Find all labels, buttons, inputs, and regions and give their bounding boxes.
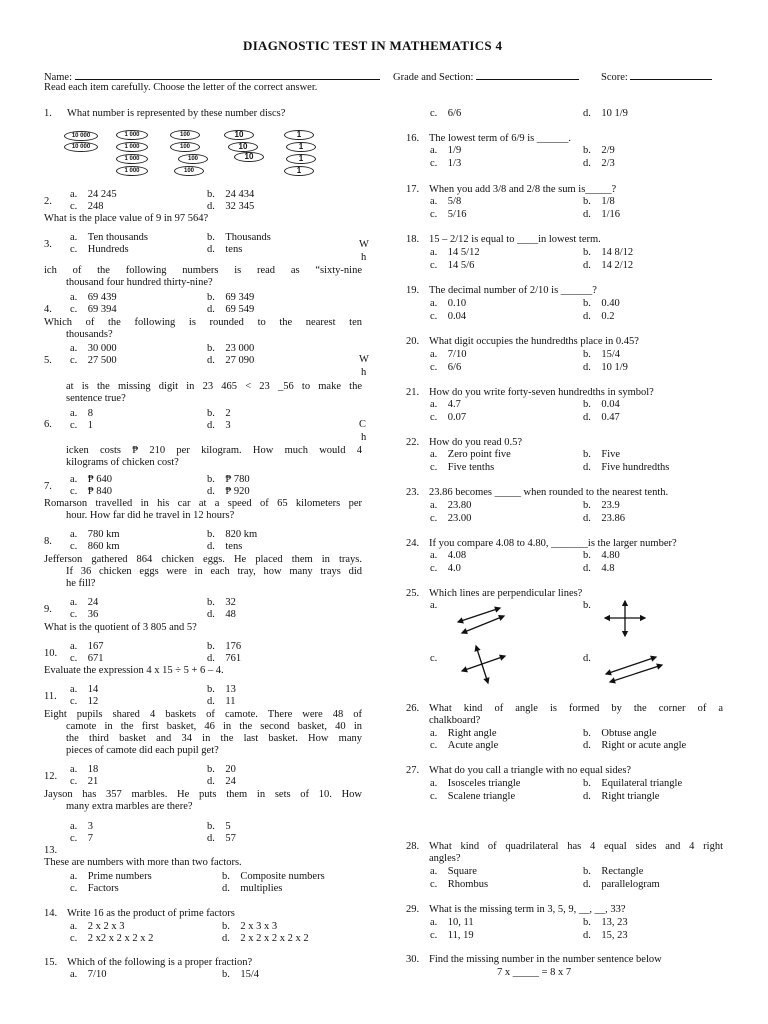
q28-option-c[interactable]: c. Rhombus	[430, 879, 489, 890]
q3-number: 3.	[44, 239, 52, 250]
q20-option-b[interactable]: b. 15/4	[583, 349, 621, 360]
q9-option-d[interactable]: d. 761	[207, 653, 242, 664]
q18-option-d[interactable]: d. 14 2/12	[583, 260, 634, 271]
q12-text: Jayson has 357 marbles. He puts them in sets of 10. How many extra marbles are there?	[44, 789, 362, 812]
q10-number: 10.	[44, 648, 58, 659]
q3-dropcap-w: W	[359, 239, 369, 250]
q2-option-c[interactable]: c. Hundreds	[70, 244, 129, 255]
q5-option-a[interactable]: a. 8	[70, 408, 94, 419]
q6-dropcap-h: h	[361, 432, 367, 443]
q21-text: How do you write forty-seven hundredths in symbol?	[429, 387, 654, 398]
q24-option-b[interactable]: b. 4.80	[583, 550, 620, 561]
q27-text: What do you call a triangle with no equal sides?	[429, 765, 632, 776]
q17-option-a[interactable]: a. 5/8	[430, 196, 462, 207]
q11-number: 11.	[44, 691, 57, 702]
q25-option-b-label[interactable]: b.	[583, 600, 591, 611]
q14-option-b[interactable]: b. 2 x 3 x 3	[222, 921, 278, 932]
disc-thousand: 1 000	[116, 142, 148, 152]
q9-option-b[interactable]: b. 176	[207, 641, 242, 652]
q25-option-c-label[interactable]: c.	[430, 653, 438, 664]
name-line	[75, 70, 380, 80]
q9-number: 9.	[44, 604, 52, 615]
q18-option-a[interactable]: a. 14 5/12	[430, 247, 480, 258]
q30-number: 30.	[406, 954, 420, 965]
q13-option-a[interactable]: a. Prime numbers	[70, 871, 152, 882]
q29-text: What is the missing term in 3, 5, 9, __, __, 33?	[429, 904, 626, 915]
q3-option-a[interactable]: a. 69 439	[70, 292, 117, 303]
q16-option-a[interactable]: a. 1/9	[430, 145, 462, 156]
q5-option-c[interactable]: c. 1	[70, 420, 94, 431]
q12-option-b[interactable]: b. 5	[207, 821, 231, 832]
q5-dropcap-h: h	[361, 367, 367, 378]
grade-label: Grade and Section:	[393, 72, 474, 83]
q11-option-a[interactable]: a. 18	[70, 764, 99, 775]
option-d-parallel-lines	[606, 657, 662, 682]
q2-text: What is the place value of 9 in 97 564?	[44, 213, 209, 224]
score-label: Score:	[601, 72, 628, 83]
q3-text: ich of the following numbers is read as “sixty-nine thousand four hundred thirty-nine?	[44, 265, 362, 288]
q13-text: These are numbers with more than two factors.	[44, 857, 242, 868]
q25-option-d-label[interactable]: d.	[583, 653, 591, 664]
disc-thousand: 1 000	[116, 130, 148, 140]
q15-option-c[interactable]: c. 6/6	[430, 108, 462, 119]
q14-option-c[interactable]: c. 2 x2 x 2 x 2 x 2	[70, 933, 154, 944]
grade-field[interactable]	[393, 70, 579, 84]
q3-option-b[interactable]: b. 69 349	[207, 292, 255, 303]
q27-option-d[interactable]: d. Right triangle	[583, 791, 660, 802]
q23-option-b[interactable]: b. 23.9	[583, 500, 620, 511]
number-discs	[64, 128, 350, 186]
q15-text: Which of the following is a proper fraction?	[67, 957, 253, 968]
q20-text: What digit occupies the hundredths place in 0.45?	[429, 336, 639, 347]
q11-text: Eight pupils shared 4 baskets of camote. There were 48 of camote in the first basket, 46 in the second basket, 40 in the third basket and 34 in the last basket. How many pieces of camote did each pupil get?	[44, 709, 362, 756]
q9-option-a[interactable]: a. 167	[70, 641, 104, 652]
q24-number: 24.	[406, 538, 420, 549]
q5-option-b[interactable]: b. 2	[207, 408, 231, 419]
q29-option-b[interactable]: b. 13, 23	[583, 917, 628, 928]
q1-number: 1.	[44, 108, 52, 119]
q16-text: The lowest term of 6/9 is ______.	[429, 133, 572, 144]
grade-line	[476, 70, 579, 80]
q18-text: 15 – 2/12 is equal to ____in lowest term.	[429, 234, 601, 245]
q23-text: 23.86 becomes _____ when rounded to the nearest tenth.	[429, 487, 669, 498]
disc-one: 1	[284, 130, 314, 140]
q4-option-a[interactable]: a. 30 000	[70, 343, 117, 354]
q22-option-a[interactable]: a. Zero point five	[430, 449, 511, 460]
q14-option-d[interactable]: d. 2 x 2 x 2 x 2 x 2	[222, 933, 309, 944]
q7-number: 7.	[44, 481, 52, 492]
q27-option-b[interactable]: b. Equilateral triangle	[583, 778, 683, 789]
q23-option-c[interactable]: c. 23.00	[430, 513, 472, 524]
q8-option-d[interactable]: d. 48	[207, 609, 236, 620]
q26-number: 26.	[406, 703, 420, 714]
q29-number: 29.	[406, 904, 420, 915]
q29-option-d[interactable]: d. 15, 23	[583, 930, 628, 941]
q25-number: 25.	[406, 588, 420, 599]
name-label: Name:	[44, 72, 72, 83]
q22-number: 22.	[406, 437, 420, 448]
q6-option-c[interactable]: c. ₱ 840	[70, 486, 113, 497]
q3-dropcap-h: h	[361, 252, 367, 263]
q4-option-c[interactable]: c. 27 500	[70, 355, 117, 366]
disc-thousand: 1 000	[116, 154, 148, 164]
score-line	[630, 70, 712, 80]
q4-option-b[interactable]: b. 23 000	[207, 343, 255, 354]
q17-number: 17.	[406, 184, 420, 195]
q28-number: 28.	[406, 841, 420, 852]
q14-option-a[interactable]: a. 2 x 2 x 3	[70, 921, 125, 932]
q8-option-a[interactable]: a. 24	[70, 597, 99, 608]
disc-one: 1	[286, 154, 316, 164]
q10-option-b[interactable]: b. 13	[207, 684, 236, 695]
q26-option-c[interactable]: c. Acute angle	[430, 740, 499, 751]
q20-option-d[interactable]: d. 10 1/9	[583, 362, 628, 373]
q22-option-d[interactable]: d. Five hundredths	[583, 462, 670, 473]
q16-option-b[interactable]: b. 2/9	[583, 145, 615, 156]
q21-option-a[interactable]: a. 4.7	[430, 399, 461, 410]
q4-text: Which of the following is rounded to the nearest ten thousands?	[44, 317, 362, 340]
q23-option-d[interactable]: d. 23.86	[583, 513, 625, 524]
q2-option-d[interactable]: d. tens	[207, 244, 243, 255]
q2-option-a[interactable]: a. Ten thousands	[70, 232, 149, 243]
option-b-perpendicular-lines	[605, 601, 645, 636]
q21-number: 21.	[406, 387, 420, 398]
q17-option-d[interactable]: d. 1/16	[583, 209, 621, 220]
q8-option-b[interactable]: b. 32	[207, 597, 236, 608]
q11-option-c[interactable]: c. 21	[70, 776, 99, 787]
q30-equation: 7 x _____ = 8 x 7	[497, 967, 572, 978]
q22-option-b[interactable]: b. Five	[583, 449, 621, 460]
q28-text: What kind of quadrilateral has 4 equal sides and 4 right angles?	[429, 841, 723, 864]
q6-option-b[interactable]: b. ₱ 780	[207, 474, 250, 485]
q17-text: When you add 3/8 and 2/8 the sum is_____?	[429, 184, 617, 195]
q1-option-a[interactable]: a. 24 245	[70, 189, 117, 200]
option-c-intersecting-lines	[462, 646, 505, 683]
q27-number: 27.	[406, 765, 420, 776]
q11-option-d[interactable]: d. 24	[207, 776, 236, 787]
q19-option-c[interactable]: c. 0.04	[430, 311, 467, 322]
q5-text: at is the missing digit in 23 465 < 23 _56 to make the sentence true?	[66, 381, 362, 404]
q21-option-d[interactable]: d. 0.47	[583, 412, 620, 423]
q12-option-a[interactable]: a. 3	[70, 821, 94, 832]
q17-option-c[interactable]: c. 5/16	[430, 209, 467, 220]
q8-text: Jefferson gathered 864 chicken eggs. He placed them in trays. If 36 chicken eggs were in each tray, how many trays did he fill?	[44, 554, 362, 589]
q28-option-d[interactable]: d. parallelogram	[583, 879, 660, 890]
q7-text: Romarson travelled in his car at a speed of 65 kilometers per hour. How far did he travel in 12 hours?	[44, 498, 362, 521]
q15-option-a[interactable]: a. 7/10	[70, 969, 107, 980]
q21-option-b[interactable]: b. 0.04	[583, 399, 620, 410]
q30-text: Find the missing number in the number sentence below	[429, 954, 662, 965]
q24-option-d[interactable]: d. 4.8	[583, 563, 615, 574]
q27-option-c[interactable]: c. Scalene triangle	[430, 791, 516, 802]
q26-option-d[interactable]: d. Right or acute angle	[583, 740, 687, 751]
q18-option-c[interactable]: c. 14 5/6	[430, 260, 475, 271]
q28-option-a[interactable]: a. Square	[430, 866, 477, 877]
q16-option-d[interactable]: d. 2/3	[583, 158, 615, 169]
disc-one: 1	[284, 166, 314, 176]
q10-option-d[interactable]: d. 11	[207, 696, 236, 707]
q16-number: 16.	[406, 133, 420, 144]
q1-option-c[interactable]: c. 248	[70, 201, 104, 212]
q7-option-b[interactable]: b. 820 km	[207, 529, 258, 540]
q5-option-d[interactable]: d. 3	[207, 420, 231, 431]
q2-option-b[interactable]: b. Thousands	[207, 232, 271, 243]
q13-option-c[interactable]: c. Factors	[70, 883, 119, 894]
disc-hundred: 100	[170, 142, 200, 152]
q23-number: 23.	[406, 487, 420, 498]
q1-text: What number is represented by these number discs?	[67, 108, 286, 119]
q6-text: icken costs ₱ 210 per kilogram. How much would 4 kilograms of chicken cost?	[66, 445, 362, 468]
q18-number: 18.	[406, 234, 420, 245]
q24-option-c[interactable]: c. 4.0	[430, 563, 461, 574]
disc-ten-thousand: 10 000	[64, 142, 98, 152]
q23-option-a[interactable]: a. 23.80	[430, 500, 472, 511]
q13-option-d[interactable]: d. multiplies	[222, 883, 283, 894]
disc-ten: 10	[234, 152, 264, 162]
q6-option-a[interactable]: a. ₱ 640	[70, 474, 113, 485]
q6-dropcap-c: C	[359, 419, 367, 430]
q15-option-b[interactable]: b. 15/4	[222, 969, 260, 980]
q8-number: 8.	[44, 536, 52, 547]
instructions: Read each item carefully. Choose the letter of the correct answer.	[44, 82, 318, 93]
q29-option-a[interactable]: a. 10, 11	[430, 917, 474, 928]
q10-text: Evaluate the expression 4 x 15 ÷ 5 + 6 – 4.	[44, 665, 224, 676]
q20-number: 20.	[406, 336, 420, 347]
q19-option-b[interactable]: b. 0.40	[583, 298, 620, 309]
q10-option-c[interactable]: c. 12	[70, 696, 99, 707]
q3-option-c[interactable]: c. 69 394	[70, 304, 117, 315]
q2-number: 2.	[44, 196, 52, 207]
q19-option-a[interactable]: a. 0.10	[430, 298, 467, 309]
q4-option-d[interactable]: d. 27 090	[207, 355, 255, 366]
q18-option-b[interactable]: b. 14 8/12	[583, 247, 634, 258]
q14-text: Write 16 as the product of prime factors	[67, 908, 235, 919]
q3-option-d[interactable]: d. 69 549	[207, 304, 255, 315]
q17-option-b[interactable]: b. 1/8	[583, 196, 615, 207]
q26-option-b[interactable]: b. Obtuse angle	[583, 728, 657, 739]
q25-text: Which lines are perpendicular lines?	[429, 588, 583, 599]
q13-number: 13.	[44, 845, 58, 856]
disc-ten: 10	[224, 130, 254, 140]
q26-text: What kind of angle is formed by the corner of a chalkboard?	[429, 703, 723, 726]
disc-hundred: 100	[178, 154, 208, 164]
disc-one: 1	[286, 142, 316, 152]
q13-option-b[interactable]: b. Composite numbers	[222, 871, 325, 882]
q8-option-c[interactable]: c. 36	[70, 609, 99, 620]
disc-hundred: 100	[174, 166, 204, 176]
disc-hundred: 100	[170, 130, 200, 140]
q7-option-d[interactable]: d. tens	[207, 541, 243, 552]
q1-option-b[interactable]: b. 24 434	[207, 189, 255, 200]
q27-option-a[interactable]: a. Isosceles triangle	[430, 778, 521, 789]
q19-option-d[interactable]: d. 0.2	[583, 311, 615, 322]
q12-number: 12.	[44, 771, 58, 782]
q7-option-a[interactable]: a. 780 km	[70, 529, 120, 540]
q5-dropcap-w: W	[359, 354, 369, 365]
q21-option-c[interactable]: c. 0.07	[430, 412, 467, 423]
q5-number: 5.	[44, 355, 52, 366]
q10-option-a[interactable]: a. 14	[70, 684, 99, 695]
q29-option-c[interactable]: c. 11, 19	[430, 930, 474, 941]
q20-option-c[interactable]: c. 6/6	[430, 362, 462, 373]
q26-option-a[interactable]: a. Right angle	[430, 728, 497, 739]
q6-option-d[interactable]: d. ₱ 920	[207, 486, 250, 497]
q11-option-b[interactable]: b. 20	[207, 764, 236, 775]
q1-option-d[interactable]: d. 32 345	[207, 201, 255, 212]
q16-option-c[interactable]: c. 1/3	[430, 158, 462, 169]
q19-number: 19.	[406, 285, 420, 296]
disc-ten: 10	[228, 142, 258, 152]
q6-number: 6.	[44, 419, 52, 430]
q14-number: 14.	[44, 908, 58, 919]
option-a-parallel-lines	[458, 608, 504, 633]
q9-option-c[interactable]: c. 671	[70, 653, 104, 664]
q12-option-c[interactable]: c. 7	[70, 833, 94, 844]
disc-thousand: 1 000	[116, 166, 148, 176]
q7-option-c[interactable]: c. 860 km	[70, 541, 120, 552]
q25-option-a-label[interactable]: a.	[430, 600, 438, 611]
q15-number: 15.	[44, 957, 58, 968]
q28-option-b[interactable]: b. Rectangle	[583, 866, 644, 877]
score-field[interactable]	[601, 70, 712, 84]
q22-text: How do you read 0.5?	[429, 437, 523, 448]
q15-option-d[interactable]: d. 10 1/9	[583, 108, 628, 119]
page-title: DIAGNOSTIC TEST IN MATHEMATICS 4	[243, 38, 503, 53]
q12-option-d[interactable]: d. 57	[207, 833, 236, 844]
q24-text: If you compare 4.08 to 4.80, _______is the larger number?	[429, 538, 677, 549]
q4-number: 4.	[44, 304, 52, 315]
q19-text: The decimal number of 2/10 is ______?	[429, 285, 597, 296]
q24-option-a[interactable]: a. 4.08	[430, 550, 467, 561]
q22-option-c[interactable]: c. Five tenths	[430, 462, 495, 473]
q9-text: What is the quotient of 3 805 and 5?	[44, 622, 197, 633]
disc-ten-thousand: 10 000	[64, 131, 98, 141]
q20-option-a[interactable]: a. 7/10	[430, 349, 467, 360]
